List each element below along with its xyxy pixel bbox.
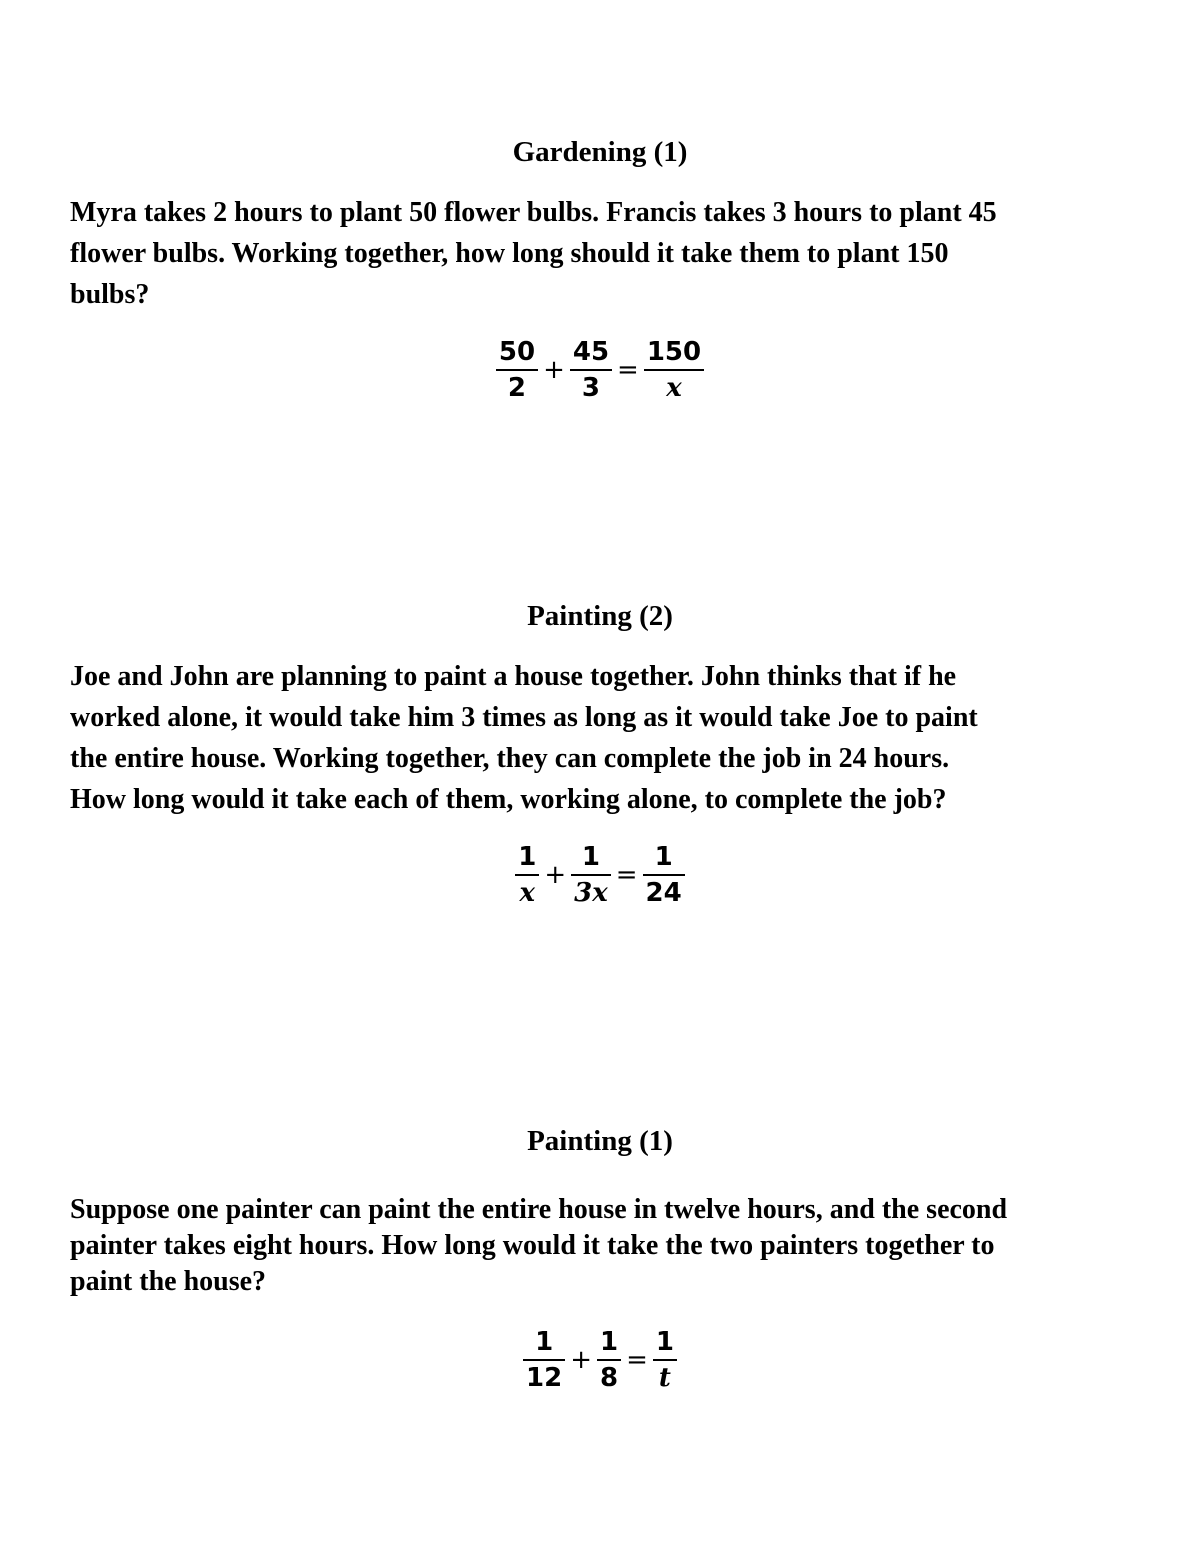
section-title-gardening: Gardening (1) [512, 136, 688, 168]
fraction [495, 337, 539, 403]
text-line: flower bulbs. Working together, how long should it take them to plant 150 [70, 238, 949, 269]
fraction [596, 1327, 622, 1393]
text-line: Myra takes 2 hours to plant 50 flower bulbs. Francis takes 3 hours to plant 45 [70, 197, 997, 228]
equals-sign: = [615, 860, 638, 890]
problem-text-gardening [70, 192, 1170, 315]
numerator: 1 [518, 842, 537, 872]
fraction [643, 337, 705, 403]
fraction-bar [496, 369, 538, 371]
text-line: painter takes eight hours. How long would it take the two painters together to [70, 1230, 995, 1261]
text-line: Suppose one painter can paint the entire house in twelve hours, and the second [70, 1194, 1008, 1225]
equation-gardening [0, 337, 1200, 403]
equation-painting-1 [0, 1327, 1200, 1393]
text-line: How long would it take each of them, working alone, to complete the job? [70, 784, 947, 815]
equals-sign: = [626, 1345, 648, 1375]
fraction [522, 1327, 566, 1393]
denominator: 12 [526, 1363, 563, 1393]
denominator: x [666, 373, 682, 403]
problem-text-painting-2 [70, 656, 1170, 820]
numerator: 1 [655, 1327, 674, 1357]
fraction-bar [570, 369, 612, 371]
denominator: t [658, 1363, 671, 1393]
fraction-bar [523, 1359, 565, 1361]
numerator: 45 [572, 337, 610, 367]
numerator: 50 [498, 337, 536, 367]
text-line: bulbs? [70, 279, 150, 310]
fraction [514, 842, 540, 908]
fraction [569, 337, 613, 403]
numerator: 1 [600, 1327, 619, 1357]
fraction-bar [515, 874, 539, 876]
text-line: paint the house? [70, 1266, 267, 1297]
text-line: the entire house. Working together, they can complete the job in 24 hours. [70, 743, 950, 774]
denominator: 8 [600, 1363, 619, 1393]
fraction-bar [571, 874, 611, 876]
fraction [652, 1327, 678, 1393]
fraction [570, 842, 612, 908]
fraction-bar [653, 1359, 677, 1361]
numerator: 150 [646, 337, 702, 367]
plus-sign: + [543, 355, 565, 385]
text-line: Joe and John are planning to paint a house together. John thinks that if he [70, 661, 957, 692]
section-title-painting-1: Painting (1) [527, 1125, 673, 1157]
fraction-bar [644, 369, 704, 371]
text-line: worked alone, it would take him 3 times as long as it would take Joe to paint [70, 702, 978, 733]
equation-painting-2 [0, 842, 1200, 908]
denominator: 24 [645, 878, 682, 908]
equals-sign: = [617, 355, 639, 385]
plus-sign: + [570, 1345, 592, 1375]
section-title-painting-2: Painting (2) [527, 600, 673, 632]
denominator: x [519, 878, 536, 908]
problem-text-painting-1 [70, 1192, 1170, 1300]
plus-sign: + [544, 860, 567, 890]
denominator: 3x [574, 878, 608, 908]
denominator: 3 [581, 373, 600, 403]
fraction-bar [643, 874, 685, 876]
numerator: 1 [654, 842, 673, 872]
denominator: 2 [507, 373, 527, 403]
fraction [642, 842, 686, 908]
fraction-bar [597, 1359, 621, 1361]
numerator: 1 [535, 1327, 554, 1357]
numerator: 1 [581, 842, 600, 872]
